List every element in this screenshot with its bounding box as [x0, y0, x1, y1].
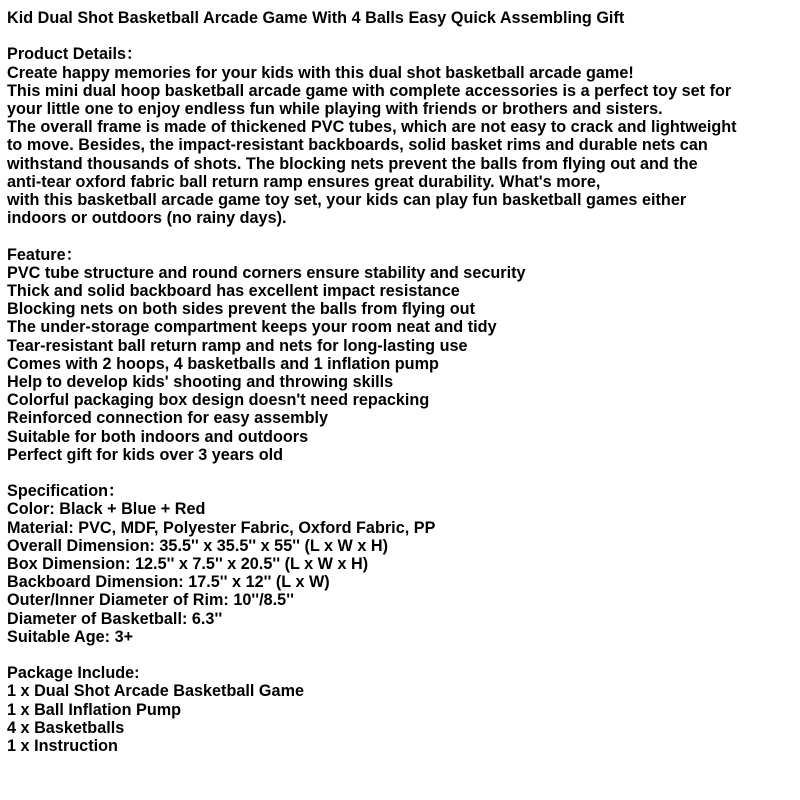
feature-item: Thick and solid backboard has excellent impact resistance: [7, 282, 460, 301]
feature-item: Suitable for both indoors and outdoors: [7, 427, 309, 446]
feature-item: Tear-resistant ball return ramp and nets for long-lasting use: [7, 336, 468, 355]
package-include-item: 1 x Dual Shot Arcade Basketball Game: [7, 682, 305, 701]
product-details-line: to move. Besides, the impact-resistant backboards, solid basket rims and durable nets can: [7, 136, 708, 155]
feature-item: The under-storage compartment keeps your room neat and tidy: [7, 318, 497, 337]
feature-item: Blocking nets on both sides prevent the balls from flying out: [7, 300, 476, 319]
feature-heading: Feature：: [7, 245, 82, 264]
product-title: Kid Dual Shot Basketball Arcade Game With 4 Balls Easy Quick Assembling Gift: [7, 9, 625, 27]
package-include-item: 1 x Ball Inflation Pump: [7, 700, 182, 719]
specification-item: Overall Dimension: 35.5'' x 35.5'' x 55'' (L x W x H): [7, 536, 389, 555]
specification-item: Diameter of Basketball: 6.3'': [7, 609, 223, 628]
specification-item: Backboard Dimension: 17.5'' x 12'' (L x W): [7, 573, 330, 592]
product-details-heading: Product Details：: [7, 45, 143, 64]
feature-item: Help to develop kids' shooting and throwing skills: [7, 373, 394, 392]
product-details-line: withstand thousands of shots. The blocking nets prevent the balls from flying out and the: [7, 154, 698, 173]
specification-item: Box Dimension: 12.5'' x 7.5'' x 20.5'' (L x W x H): [7, 555, 369, 574]
specification-item: Outer/Inner Diameter of Rim: 10''/8.5'': [7, 591, 294, 610]
product-details-line: indoors or outdoors (no rainy days).: [7, 209, 287, 228]
specification-item: Material: PVC, MDF, Polyester Fabric, Oxford Fabric, PP: [7, 518, 436, 537]
feature-section: [7, 246, 797, 464]
package-include-heading: Package Include:: [7, 664, 140, 683]
feature-item: Reinforced connection for easy assembly: [7, 409, 329, 428]
specification-item: Suitable Age: 3+: [7, 627, 134, 646]
specification-heading: Specification：: [7, 482, 125, 501]
product-details-line: Create happy memories for your kids with this dual shot basketball arcade game!: [7, 63, 634, 82]
specification-item: Color: Black + Blue + Red: [7, 500, 206, 519]
product-details-line: your little one to enjoy endless fun while playing with friends or brothers and sisters.: [7, 100, 663, 118]
feature-item: Colorful packaging box design doesn't need repacking: [7, 391, 430, 410]
product-details-line: anti-tear oxford fabric ball return ramp ensures great durability. What's more,: [7, 172, 601, 191]
feature-item: Comes with 2 hoops, 4 basketballs and 1 inflation pump: [7, 354, 439, 373]
product-details-line: The overall frame is made of thickened PVC tubes, which are not easy to crack and lightweight: [7, 118, 737, 137]
specification-section: [7, 482, 797, 646]
product-details-section: [7, 45, 797, 227]
feature-item: Perfect gift for kids over 3 years old: [7, 445, 284, 464]
package-include-section: [7, 664, 797, 755]
feature-item: PVC tube structure and round corners ensure stability and security: [7, 263, 526, 282]
product-details-line: This mini dual hoop basketball arcade game with complete accessories is a perfect toy set for: [7, 81, 732, 100]
package-include-item: 1 x Instruction: [7, 737, 118, 756]
product-details-line: with this basketball arcade game toy set, your kids can play fun basketball games either: [7, 191, 687, 210]
product-description-document: [7, 9, 797, 773]
package-include-item: 4 x Basketballs: [7, 718, 125, 737]
